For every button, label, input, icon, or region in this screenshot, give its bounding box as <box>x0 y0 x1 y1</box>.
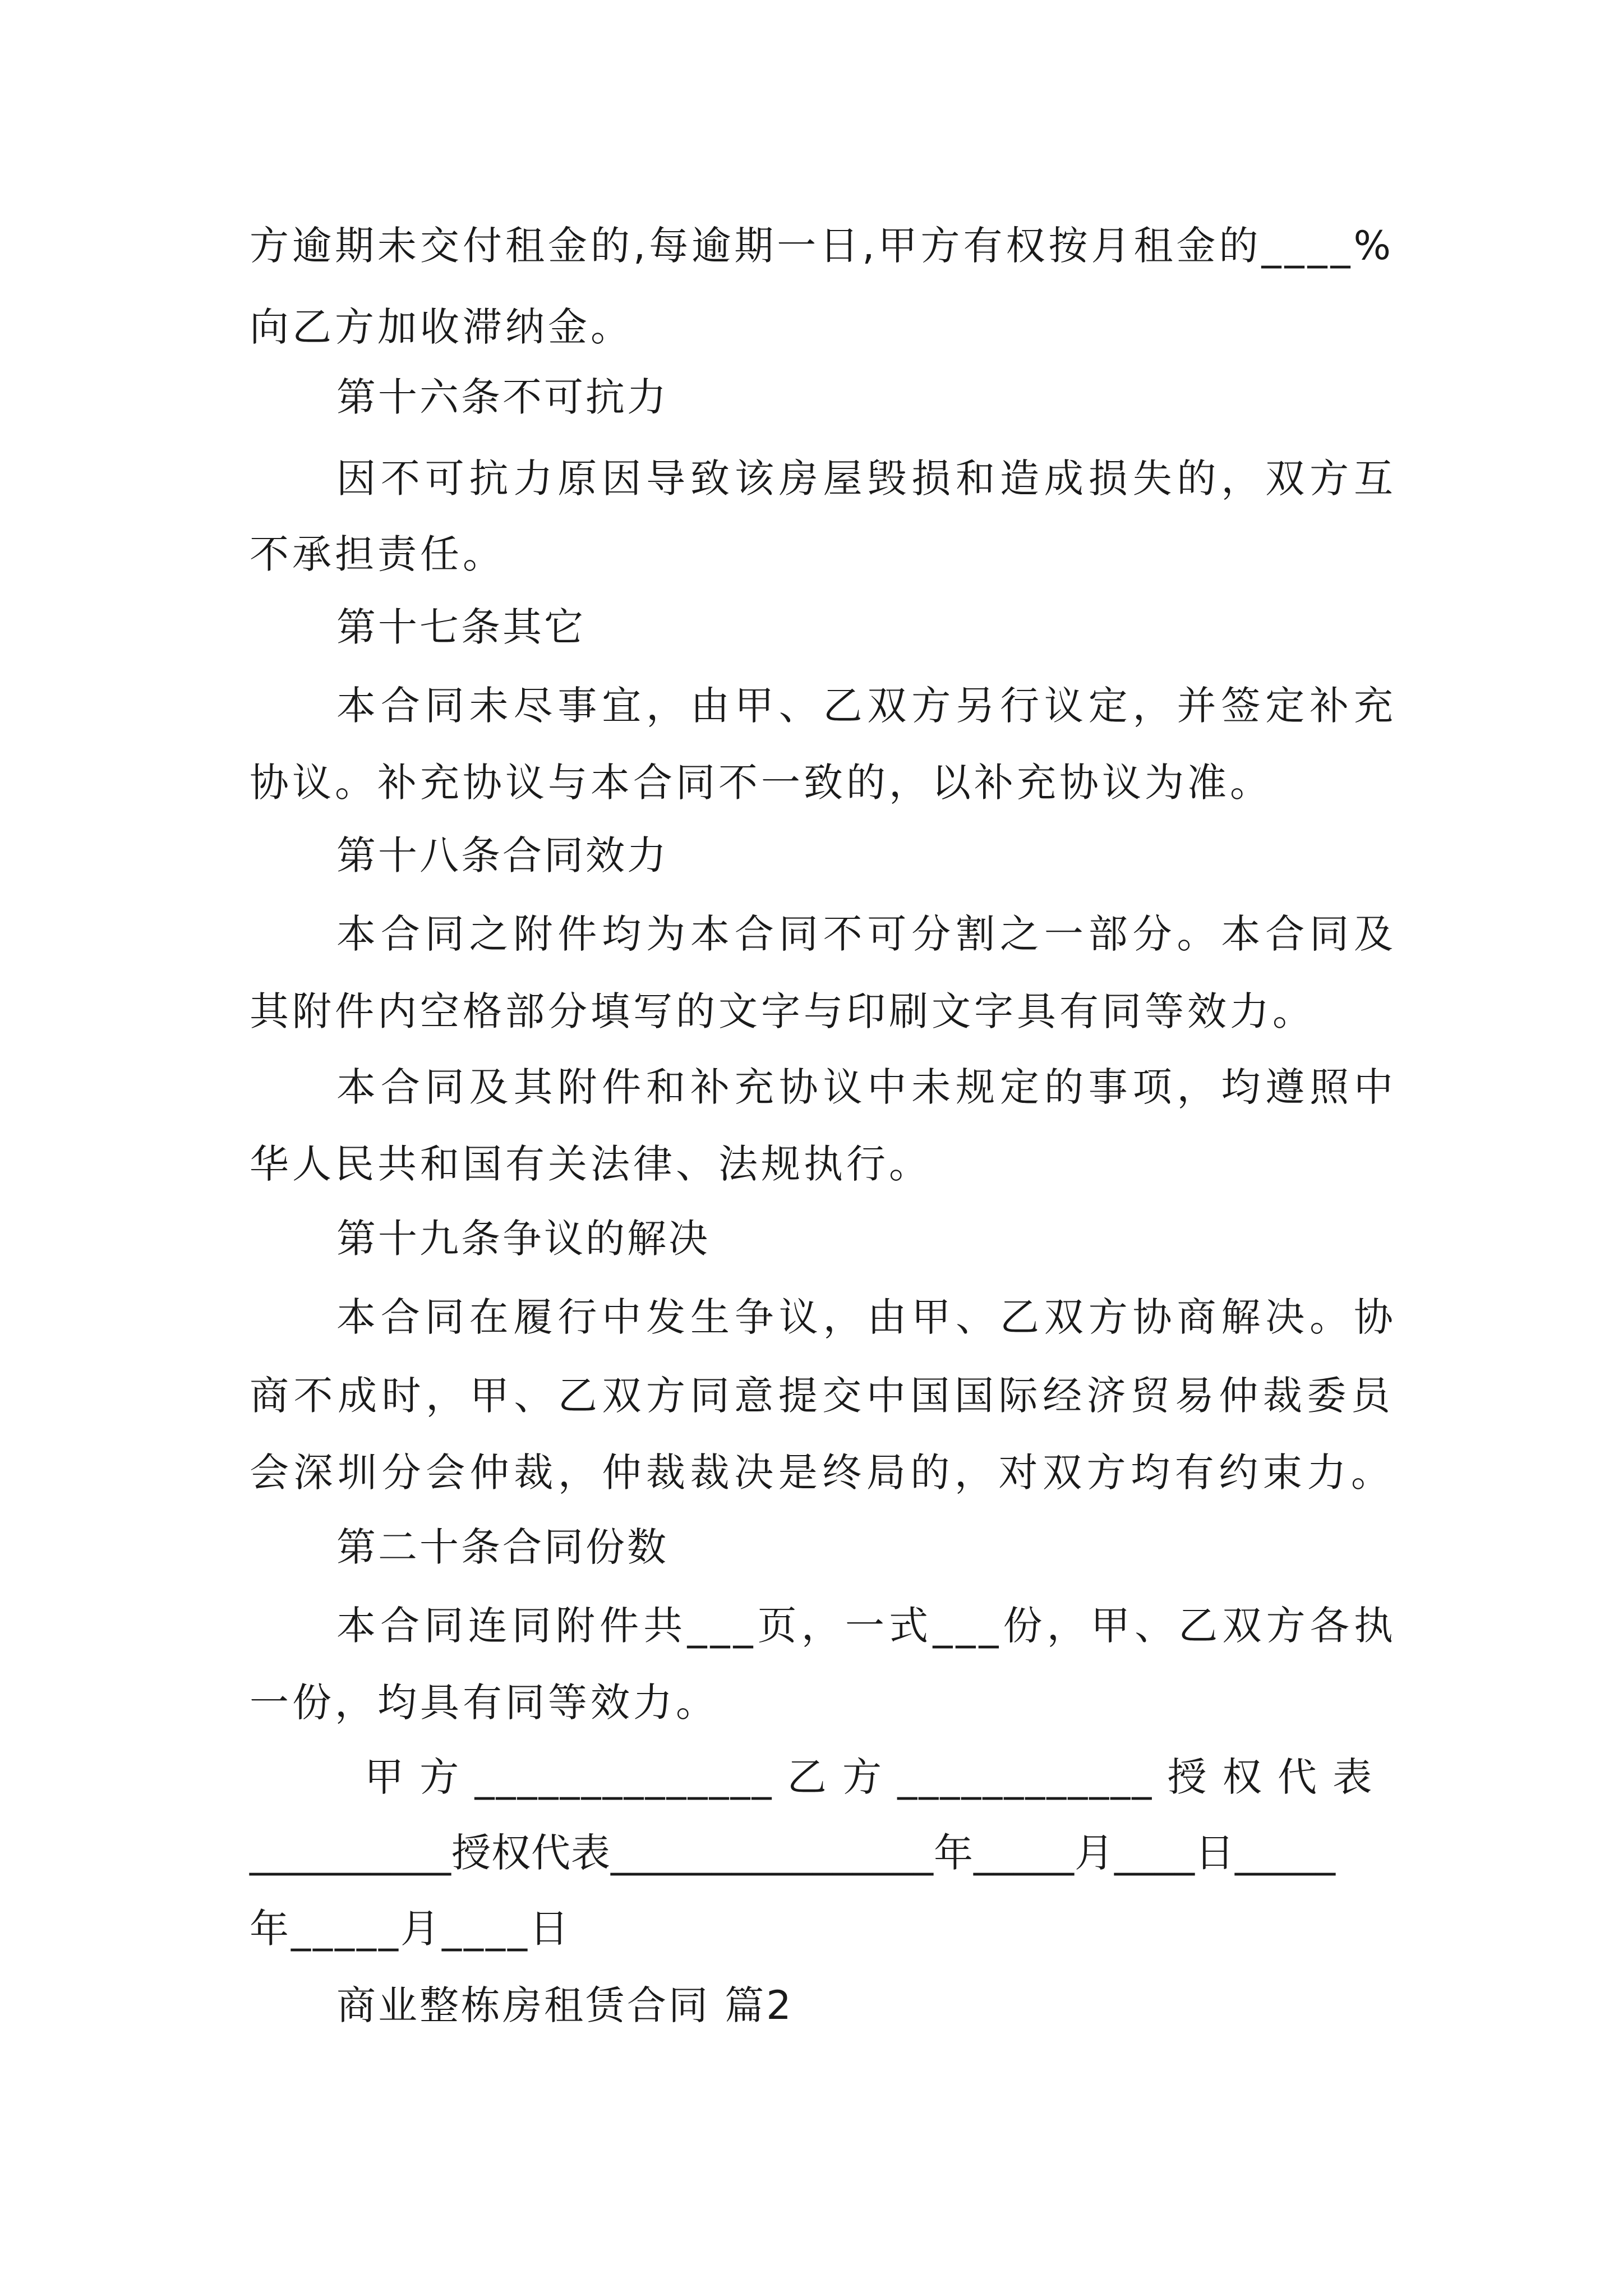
paragraph-line: 本合同在履行中发生争议，由甲、乙双方协商解决。协 <box>336 1294 1396 1340</box>
section-heading: 第二十条合同份数 <box>336 1524 668 1570</box>
paragraph-line: 本合同连同附件共___页，一式___份，甲、乙双方各执 <box>336 1603 1396 1649</box>
signature-line: __________授权代表________________年_____月____日_____ <box>250 1830 1336 1876</box>
paragraph-line: 本合同未尽事宜，由甲、乙双方另行议定，并签定补充 <box>336 683 1396 729</box>
paragraph-line: 其附件内空格部分填写的文字与印刷文字具有同等效力。 <box>250 988 1315 1034</box>
paragraph-line: 向乙方加收滞纳金。 <box>250 304 633 350</box>
paragraph-line: 一份，均具有同等效力。 <box>250 1680 718 1726</box>
signature-line: 甲 方 ______________ 乙 方 ____________ 授 权 代 表 <box>365 1754 1374 1800</box>
paragraph-line: 华人民共和国有关法律、法规执行。 <box>250 1141 932 1187</box>
section-heading: 第十六条不可抗力 <box>336 374 668 420</box>
paragraph-line: 因不可抗力原因导致该房屋毁损和造成损失的，双方互 <box>336 455 1396 501</box>
paragraph-line: 协议。补充协议与本合同不一致的，以补充协议为准。 <box>250 760 1272 806</box>
paragraph-line: 本合同及其附件和补充协议中未规定的事项，均遵照中 <box>336 1064 1396 1110</box>
paragraph-line: 方逾期未交付租金的,每逾期一日,甲方有权按月租金的____% <box>250 223 1395 269</box>
section-heading: 第十八条合同效力 <box>336 832 668 878</box>
section-heading: 第十九条争议的解决 <box>336 1216 710 1262</box>
paragraph-line: 商不成时，甲、乙双方同意提交中国国际经济贸易仲裁委员 <box>250 1373 1394 1419</box>
signature-date-line: 年_____月____日 <box>250 1906 571 1952</box>
paragraph-line: 不承担责任。 <box>250 531 505 577</box>
next-section-title: 商业整栋房租赁合同 篇2 <box>336 1982 794 2028</box>
paragraph-line: 本合同之附件均为本合同不可分割之一部分。本合同及 <box>336 911 1396 957</box>
paragraph-line: 会深圳分会仲裁，仲裁裁决是终局的，对双方均有约束力。 <box>250 1450 1394 1496</box>
section-heading: 第十七条其它 <box>336 604 585 650</box>
